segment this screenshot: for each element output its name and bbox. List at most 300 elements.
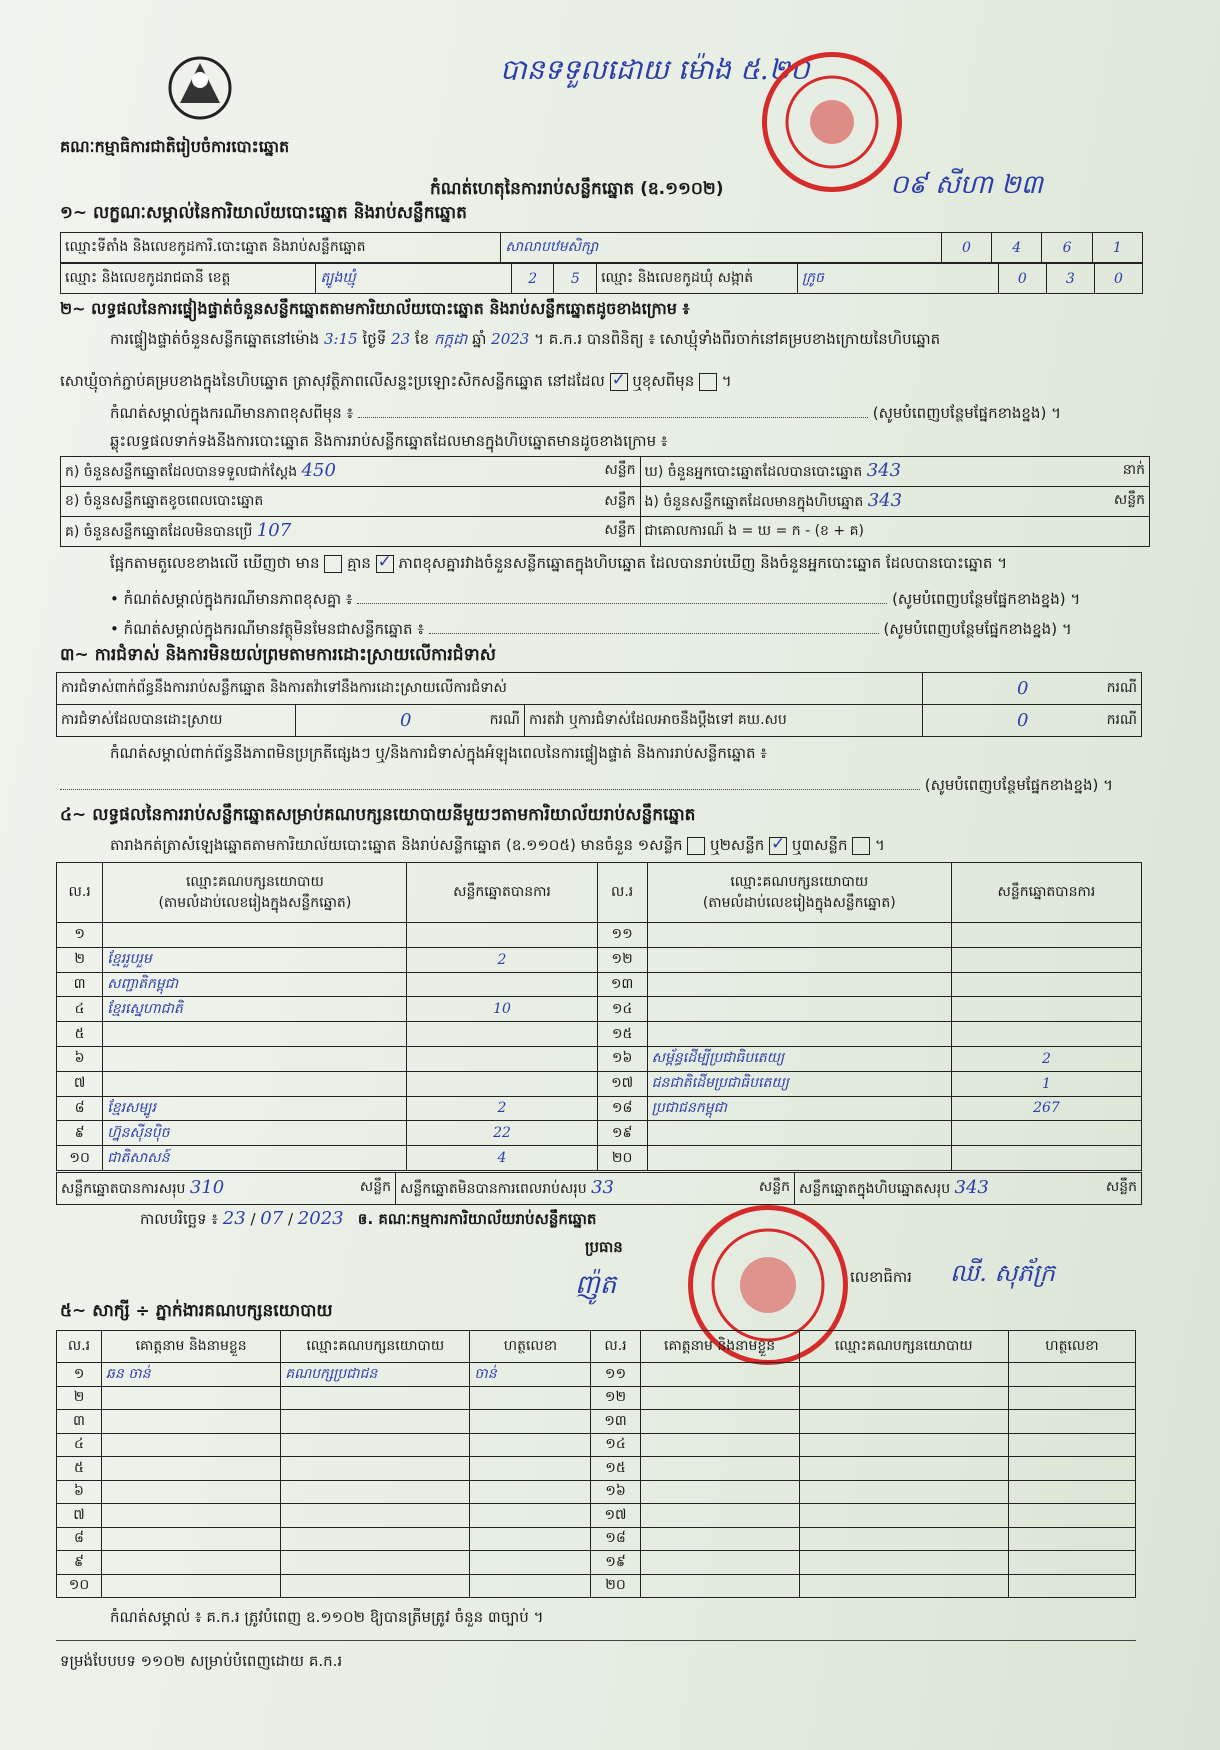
s5-no-r: ១៣	[591, 1410, 640, 1434]
table-row	[57, 1480, 1136, 1504]
s2-compare-text: ផ្អែកតាមតួលេខខាងលើ ឃើញថា មាន	[110, 554, 320, 572]
s3-row2-value2: 0	[1017, 710, 1029, 731]
s5-name-r[interactable]	[640, 1504, 799, 1528]
s2-bullet1: • កំណត់សម្គាល់ក្នុងករណីមានភាពខុសគ្នា ៖	[110, 590, 353, 608]
s1-row1-label: ឈ្មោះទីតាំង និងលេខកូដការិ.បោះឆ្នោត និងរាប់សន្លឹកឆ្នោត	[61, 233, 501, 263]
s4-no-r: ១៣	[597, 972, 647, 997]
emblem-icon	[155, 48, 245, 128]
s2-bullet1-line	[110, 590, 1150, 612]
table-row	[57, 1433, 1136, 1457]
s2-year: 2023	[491, 330, 530, 348]
s4-no-r: ១៧	[597, 1071, 647, 1096]
s5-no-l: ៩	[57, 1551, 102, 1575]
s4-no-l: ៦	[57, 1046, 103, 1071]
section2-title: ២~ លទ្ធផលនៃការផ្ទៀងផ្ទាត់ចំនួនសន្លឹកឆ្នោតតាមការិយាល័យបោះឆ្នោត និងរាប់សន្លឹកឆ្នោតដូចខាងក្រោម ៖	[60, 299, 690, 318]
s2-b-unit: សន្លឹក	[604, 493, 636, 509]
committee-name: គណៈកម្មាធិការជាតិរៀបចំការបោះឆ្នោត	[60, 137, 290, 156]
s4-party-r	[647, 1121, 951, 1146]
s4-votes-r	[951, 1146, 1141, 1171]
s5-sig-r[interactable]	[1008, 1504, 1135, 1528]
s4-total-valid-label: សន្លឹកឆ្នោតបានការសរុប	[61, 1181, 186, 1197]
s4-party-l: ខ្មែរស្នេហាជាតិ	[103, 997, 407, 1022]
s2-bullet1-fill[interactable]	[357, 603, 887, 604]
s4-total-box-unit: សន្លឹក	[1105, 1179, 1137, 1195]
s5-party-r[interactable]	[799, 1504, 1008, 1528]
s4-votes-l	[407, 1046, 597, 1071]
s4-votes-r	[951, 947, 1141, 972]
s4-party-r	[647, 1022, 951, 1047]
s4-votes-r	[951, 972, 1141, 997]
s5-sig-l	[470, 1457, 591, 1481]
s5-name-r[interactable]	[640, 1433, 799, 1457]
s5-no-l: ៤	[57, 1433, 102, 1457]
s4-votes-l: 4	[407, 1146, 597, 1171]
s4-votes-r	[951, 923, 1141, 948]
s5-sig-r[interactable]	[1008, 1410, 1135, 1434]
s4-votes-l: 2	[407, 947, 597, 972]
s5-sig-l: ចាន់	[470, 1363, 591, 1387]
s2-day: 23	[391, 330, 411, 348]
section4-title: ៤~ លទ្ធផលនៃការរាប់សន្លឹកឆ្នោតសម្រាប់គណបក្សនយោបាយនីមួយៗតាមការិយាល័យរាប់សន្លឹកឆ្នោត	[60, 805, 696, 825]
s4-no-l: ៧	[57, 1071, 103, 1096]
footer-text: ទម្រង់បែបបទ ១១០២ សម្រាប់បំពេញដោយ គ.ក.រ	[60, 1652, 343, 1670]
s2-line2: សោឃ្មុំចាក់ភ្ជាប់គម្របខាងក្នុងនៃហិបឆ្នោត ត្រាសុវត្ថិភាពលើសន្ទះប្រឡោះសិកសន្លឹកឆ្នោត នៅដដែល ✓ ឬខុសពីមុន ។	[60, 372, 1160, 394]
s4-votes-r	[951, 997, 1141, 1022]
s5-witness-body	[57, 1363, 1136, 1598]
s4-no-l: ៩	[57, 1121, 103, 1146]
same-checkbox[interactable]	[610, 373, 628, 391]
s4-no-r: ២០	[597, 1146, 647, 1171]
s2-formula: ជាគោលការណ៍ ង = ឃ = ក - (ខ + គ)	[640, 517, 1149, 547]
s5-party-l	[281, 1504, 470, 1528]
s4-votes-r: 2	[951, 1046, 1141, 1071]
s5-name-l: ឆន ចាន់	[102, 1363, 281, 1387]
s5-party-l: គណបក្សប្រជាជន	[281, 1363, 470, 1387]
s5-name-r[interactable]	[640, 1363, 799, 1387]
s5-no-r: ១៥	[591, 1457, 640, 1481]
s4-secretary-sig: ឈី. សុភ័ក្រ	[950, 1259, 1056, 1287]
one-sheet-checkbox[interactable]	[687, 837, 705, 855]
s5-sig-r[interactable]	[1008, 1386, 1135, 1410]
s2-results-intro: ឆ្លុះលទ្ធផលទាក់ទងនឹងការបោះឆ្នោត និងការរាប់សន្លឹកឆ្នោតដែលមានក្នុងហិបឆ្នោតមានដូចខាងក្រោម ៖	[110, 432, 668, 450]
s4-party-l	[103, 923, 407, 948]
table-row	[57, 1363, 1136, 1387]
s5-party-l	[281, 1527, 470, 1551]
s5-sig-l	[470, 1386, 591, 1410]
s4-no-r: ១៤	[597, 997, 647, 1022]
s5-sig-l	[470, 1527, 591, 1551]
s1-code-3: 6	[1042, 233, 1092, 263]
section1-table-row2	[60, 263, 1143, 294]
s4-h-no-l: ល.រ	[57, 863, 103, 923]
section3-title: ៣~ ការជំទាស់ និងការមិនយល់ព្រមតាមការដោះស្រាយលើការជំទាស់	[60, 645, 496, 665]
s4-votes-l	[407, 923, 597, 948]
s1-row2-label: ឈ្មោះ និងលេខកូដរាជធានី ខេត្ត	[61, 264, 316, 294]
s4-votes-l	[407, 1071, 597, 1096]
s4-intro-line: តារាងកត់ត្រាសំឡេងឆ្នោតតាមការិយាល័យបោះឆ្នោត និងរាប់សន្លឹកឆ្នោត (ឧ.១១០៥) មានចំនួន ១សន្លឹក ឬ២សន្លឹក ✓ ឬ៣សន្លឹក ។	[110, 836, 1150, 858]
section5-title: ៥~ សាក្សី ÷ ភ្នាក់ងារគណបក្សនយោបាយ	[60, 1301, 333, 1321]
s2-line1-a: ការផ្ទៀងផ្ទាត់ចំនួនសន្លឹកឆ្នោតនៅម៉ោង	[110, 330, 320, 348]
s2-a-value: 450	[301, 460, 336, 481]
s4-party-l: ជាតិសាសន៍	[103, 1146, 407, 1171]
table-row	[57, 1022, 1142, 1047]
s5-name-l	[102, 1527, 281, 1551]
s5-sig-r[interactable]	[1008, 1457, 1135, 1481]
s2-e-unit: សន្លឹក	[1113, 492, 1145, 508]
s5-party-r[interactable]	[799, 1363, 1008, 1387]
s5-footnote: កំណត់សម្គាល់ ៖ គ.ក.រ ត្រូវបំពេញ ឧ.១១០២ ឱ្យបានត្រឹមត្រូវ ចំនួន ៣ច្បាប់ ។	[110, 1608, 544, 1626]
s5-no-l: ១	[57, 1363, 102, 1387]
s3-note-fill[interactable]	[60, 789, 920, 790]
three-sheet-checkbox[interactable]	[852, 837, 870, 855]
s4-party-l	[103, 1022, 407, 1047]
s1-commune: ក្រូច	[797, 264, 998, 294]
s5-sig-r[interactable]	[1008, 1551, 1135, 1575]
s5-sig-l	[470, 1433, 591, 1457]
s5-party-r[interactable]	[799, 1480, 1008, 1504]
s1-code-4: 1	[1092, 233, 1142, 263]
s5-party-l	[281, 1480, 470, 1504]
s5-no-r: ១២	[591, 1386, 640, 1410]
s4-h-no-r: ល.រ	[597, 863, 647, 923]
s2-note-diff: កំណត់សម្គាល់ក្នុងករណីមានភាពខុសពីមុន ៖	[110, 404, 354, 422]
s5-name-l	[102, 1410, 281, 1434]
s2-results-table	[60, 456, 1150, 547]
s5-name-l	[102, 1551, 281, 1575]
s2-note-diff-fill[interactable]	[358, 417, 868, 418]
s3-row2-label: ការជំទាស់ដែលបានដោះស្រាយ	[57, 705, 296, 737]
s2-compare-none: គ្មាន	[347, 554, 371, 572]
s4-party-r: ជនជាតិដើមប្រជាធិបតេយ្យ	[647, 1071, 951, 1096]
s5-h-party-l: ឈ្មោះគណបក្សនយោបាយ	[281, 1331, 470, 1363]
s4-party-l: ខ្មែររួបរួម	[103, 947, 407, 972]
s4-votes-r	[951, 1022, 1141, 1047]
s4-party-r	[647, 1146, 951, 1171]
s4-chair-sig: ញ៉ូត	[575, 1270, 617, 1300]
s4-votes-r	[951, 1121, 1141, 1146]
s3-row2-mid: ការតវ៉ា ឬការជំទាស់ដែលអាចនឹងប្តឹងទៅ គឃ.សប	[525, 705, 923, 737]
s2-fill-more-2: (សូមបំពេញបន្ថែមផ្នែកខាងខ្នង) ។	[892, 590, 1081, 608]
s5-name-l	[102, 1386, 281, 1410]
different-checkbox[interactable]	[699, 373, 717, 391]
s1-prov-code-1: 2	[511, 264, 554, 294]
s2-month-label: ខែ	[414, 330, 430, 348]
s2-day-label: ថ្ងៃទី	[362, 330, 387, 348]
s4-no-r: ១៥	[597, 1022, 647, 1047]
s4-date-line: កាលបរិច្ឆេទ ៖ 23 / 07 / 2023 ឲ. គណៈកម្មការការិយាល័យរាប់សន្លឹកឆ្នោត	[140, 1208, 597, 1229]
s5-sig-r[interactable]	[1008, 1574, 1135, 1598]
s4-date-m: 07	[260, 1208, 284, 1229]
s4-or2: ឬ២សន្លឹក	[710, 836, 765, 854]
table-row	[57, 1574, 1136, 1598]
has-difference-checkbox[interactable]	[324, 555, 342, 573]
s5-h-name-r: គោត្តនាម និងនាមខ្លួន	[640, 1331, 799, 1363]
s5-sig-l	[470, 1551, 591, 1575]
s5-h-party-r: ឈ្មោះគណបក្សនយោបាយ	[799, 1331, 1008, 1363]
s3-note: កំណត់សម្គាល់ពាក់ព័ន្ធនឹងភាពមិនប្រក្រតីផ្សេងៗ ឬ/និងការជំទាស់ក្នុងអំឡុងពេលនៃការផ្ទៀងផ្ទាត់ និងការរាប់សន្លឹកឆ្នោត ៖	[110, 744, 767, 762]
official-stamp-top	[762, 52, 902, 192]
s3-row1-case: ករណី	[1106, 680, 1137, 696]
s4-total-invalid: 33	[591, 1177, 614, 1198]
table-row	[57, 1386, 1136, 1410]
s5-no-l: ២	[57, 1386, 102, 1410]
table-row	[57, 1410, 1136, 1434]
s4-no-r: ១៩	[597, 1121, 647, 1146]
table-row	[57, 972, 1142, 997]
table-row	[57, 947, 1142, 972]
s5-no-r: ១៦	[591, 1480, 640, 1504]
s5-party-r[interactable]	[799, 1433, 1008, 1457]
s4-h-votes-l: សន្លឹកឆ្នោតបានការ	[407, 863, 597, 923]
table-row	[57, 1046, 1142, 1071]
s2-bullet2-fill[interactable]	[429, 633, 879, 634]
s5-sig-l	[470, 1504, 591, 1528]
s5-h-sig-r: ហត្ថលេខា	[1008, 1331, 1135, 1363]
s1-row1-value: សាលាបឋមសិក្សា	[501, 233, 941, 263]
s2-c-unit: សន្លឹក	[604, 522, 636, 538]
table-row	[57, 923, 1142, 948]
s4-total-invalid-label: សន្លឹកឆ្នោតមិនបានការពេលរាប់សរុប	[400, 1181, 587, 1197]
s4-total-box-label: សន្លឹកឆ្នោតក្នុងហិបឆ្នោតសរុប	[799, 1181, 951, 1197]
s2-year-label: ឆ្នាំ	[472, 330, 487, 348]
s1-province: ត្បូងឃ្មុំ	[316, 264, 511, 294]
s4-no-l: ២	[57, 947, 103, 972]
s3-row2-case2: ករណី	[1106, 712, 1137, 728]
s5-no-r: ១១	[591, 1363, 640, 1387]
s2-fill-more-3: (សូមបំពេញបន្ថែមផ្នែកខាងខ្នង) ។	[883, 620, 1072, 638]
s5-name-l	[102, 1480, 281, 1504]
s4-votes-l: 10	[407, 997, 597, 1022]
s4-totals-table	[56, 1172, 1142, 1205]
s1-commune-label: ឈ្មោះ និងលេខកូដឃុំ សង្កាត់	[597, 264, 798, 294]
s1-prov-code-2: 5	[554, 264, 597, 294]
s4-party-l	[103, 1071, 407, 1096]
s2-line1-b: ។ គ.ក.រ បានពិនិត្យ ៖ សោឃ្មុំទាំងពីរចាក់នៅគម្របខាងក្រោយនៃហិបឆ្នោត	[534, 330, 941, 348]
s4-h-party-l: ឈ្មោះគណបក្សនយោបាយ	[185, 873, 324, 890]
table-row	[57, 1504, 1136, 1528]
s5-sig-r[interactable]	[1008, 1433, 1135, 1457]
s4-party-r: ប្រជាជនកម្ពុជា	[647, 1096, 951, 1121]
s4-no-r: ១៦	[597, 1046, 647, 1071]
s5-name-r[interactable]	[640, 1410, 799, 1434]
s4-votes-l	[407, 1022, 597, 1047]
s4-votes-l: 2	[407, 1096, 597, 1121]
s5-party-r[interactable]	[799, 1410, 1008, 1434]
s5-party-r[interactable]	[799, 1527, 1008, 1551]
s5-party-l	[281, 1410, 470, 1434]
s2-b-label: ខ) ចំនួនសន្លឹកឆ្នោតខូចពេលបោះឆ្នោត	[65, 493, 264, 509]
s5-name-r[interactable]	[640, 1386, 799, 1410]
s5-no-r: ១៨	[591, 1527, 640, 1551]
s4-date-d: 23	[222, 1208, 246, 1229]
s2-bullet2: • កំណត់សម្គាល់ក្នុងករណីមានវត្ថុមិនមែនជាសន្លឹកឆ្នោត ៖	[110, 620, 424, 638]
s1-code-1: 0	[941, 233, 991, 263]
s4-total-valid-unit: សន្លឹក	[359, 1179, 391, 1195]
s5-h-no-r: ល.រ	[591, 1331, 640, 1363]
s5-party-r[interactable]	[799, 1574, 1008, 1598]
s5-sig-l	[470, 1574, 591, 1598]
s4-party-r	[647, 947, 951, 972]
s4-votes-r: 1	[951, 1071, 1141, 1096]
s5-party-l	[281, 1386, 470, 1410]
s2-d-value: 343	[866, 460, 902, 481]
s1-com-code-2: 3	[1046, 264, 1094, 294]
s2-compare-rest: ភាពខុសគ្នារវាងចំនួនសន្លឹកឆ្នោតក្នុងហិបឆ្នោត ដែលបានរាប់ឃើញ និងចំនួនអ្នកបោះឆ្នោត ដែលបានបោះឆ្នោត ។	[398, 554, 1008, 572]
s4-secretary-label: លេខាធិការ	[850, 1268, 912, 1286]
s4-votes-l	[407, 972, 597, 997]
s4-votes-table	[56, 862, 1142, 1171]
s2-c-label: គ) ចំនួនសន្លឹកឆ្នោតដែលមិនបានប្រើ	[65, 524, 253, 540]
s4-total-invalid-unit: សន្លឹក	[758, 1179, 790, 1195]
received-note: បានទទួលដោយ ម៉ោង ៥.២០	[500, 53, 810, 86]
s5-no-r: ១៤	[591, 1433, 640, 1457]
section1-table	[60, 232, 1143, 263]
s4-votes-r: 267	[951, 1096, 1141, 1121]
s2-line1	[110, 330, 1150, 352]
s4-or3: ឬ៣សន្លឹក	[791, 836, 848, 854]
table-row	[57, 1527, 1136, 1551]
s2-month: កក្កដា	[433, 330, 468, 348]
s4-total-box: 343	[954, 1177, 989, 1198]
s4-party-l: ហ្វ៊ុនស៊ីនប៉ិច	[103, 1121, 407, 1146]
s2-note-diff-line	[110, 404, 1150, 426]
table-row	[57, 1071, 1142, 1096]
s5-sig-l	[470, 1410, 591, 1434]
s2-fill-more-1: (សូមបំពេញបន្ថែមផ្នែកខាងខ្នង) ។	[872, 404, 1061, 422]
s5-name-r[interactable]	[640, 1551, 799, 1575]
s4-no-l: ៥	[57, 1022, 103, 1047]
s5-sig-r[interactable]	[1008, 1480, 1135, 1504]
s3-row2-case: ករណី	[489, 712, 520, 728]
form-title: កំណត់ហេតុនៃការរាប់សន្លឹកឆ្នោត (ឧ.១១០២)	[430, 179, 724, 199]
s4-party-l: សញ្ជាតិកម្ពុជា	[103, 972, 407, 997]
s5-name-r[interactable]	[640, 1480, 799, 1504]
table-row	[57, 1096, 1142, 1121]
s1-com-code-1: 0	[998, 264, 1046, 294]
s3-row1-label: ការជំទាស់ពាក់ព័ន្ធនឹងការរាប់សន្លឹកឆ្នោត និងការតវ៉ាទៅនឹងការដោះស្រាយលើការជំទាស់	[57, 673, 923, 705]
s5-witness-table	[56, 1330, 1136, 1598]
s2-a-unit: សន្លឹក	[604, 462, 636, 478]
s5-no-l: ១០	[57, 1574, 102, 1598]
s5-h-name-l: គោត្តនាម និងនាមខ្លួន	[102, 1331, 281, 1363]
s5-no-l: ៨	[57, 1527, 102, 1551]
footer-rule	[56, 1640, 1136, 1641]
s5-sig-l	[470, 1480, 591, 1504]
s2-time: 3:15	[323, 330, 358, 348]
s5-no-r: ២០	[591, 1574, 640, 1598]
s4-party-l	[103, 1046, 407, 1071]
s4-votes-l: 22	[407, 1121, 597, 1146]
s4-no-l: ៨	[57, 1096, 103, 1121]
s3-row1-value: 0	[1017, 678, 1029, 699]
s5-name-r[interactable]	[640, 1527, 799, 1551]
s4-total-valid: 310	[189, 1177, 225, 1198]
s3-table	[56, 672, 1142, 737]
table-row	[57, 1146, 1142, 1171]
table-row	[57, 1551, 1136, 1575]
s5-no-r: ១៩	[591, 1551, 640, 1575]
s5-h-sig-l: ហត្ថលេខា	[470, 1331, 591, 1363]
two-sheet-checkbox[interactable]	[769, 837, 787, 855]
s4-chair-label: ប្រធាន	[585, 1238, 623, 1256]
s4-party-r	[647, 997, 951, 1022]
s5-no-l: ៦	[57, 1480, 102, 1504]
s2-a-label: ក) ចំនួនសន្លឹកឆ្នោតដែលបានទទួលជាក់ស្តែង	[65, 464, 298, 480]
s5-name-l	[102, 1574, 281, 1598]
s5-no-r: ១៧	[591, 1504, 640, 1528]
s4-no-r: ១២	[597, 947, 647, 972]
s4-h-votes-r: សន្លឹកឆ្នោតបានការ	[951, 863, 1141, 923]
s2-c-value: 107	[256, 520, 292, 541]
s5-party-r[interactable]	[799, 1386, 1008, 1410]
s5-name-r[interactable]	[640, 1457, 799, 1481]
table-row	[57, 1457, 1136, 1481]
s5-no-l: ៥	[57, 1457, 102, 1481]
s1-com-code-3: 0	[1094, 264, 1142, 294]
section1-title: ១~ លក្ខណៈសម្គាល់នៃការិយាល័យបោះឆ្នោត និងរាប់សន្លឹកឆ្នោត	[60, 203, 467, 223]
s5-h-no-l: ល.រ	[57, 1331, 102, 1363]
s5-party-r[interactable]	[799, 1551, 1008, 1575]
s5-no-l: ៣	[57, 1410, 102, 1434]
no-difference-checkbox[interactable]	[376, 555, 394, 573]
s4-h-party-sub-r: (តាមលំដាប់លេខរៀងក្នុងសន្លឹកឆ្នោត)	[702, 894, 896, 911]
s2-compare-line	[110, 554, 1150, 576]
s2-e-value: 343	[867, 490, 903, 511]
s5-party-l	[281, 1457, 470, 1481]
s2-d-label: ឃ) ចំនួនអ្នកបោះឆ្នោតដែលបានបោះឆ្នោត	[644, 464, 863, 480]
s4-intro: តារាងកត់ត្រាសំឡេងឆ្នោតតាមការិយាល័យបោះឆ្នោត និងរាប់សន្លឹកឆ្នោត (ឧ.១១០៥) មានចំនួន ១សន្លឹក	[110, 836, 683, 854]
s5-party-l	[281, 1574, 470, 1598]
s5-sig-r[interactable]	[1008, 1363, 1135, 1387]
s4-h-party-r: ឈ្មោះគណបក្សនយោបាយ	[730, 873, 869, 890]
s5-no-l: ៧	[57, 1504, 102, 1528]
table-row	[57, 997, 1142, 1022]
s4-party-l: ខ្មែរសម្បូរ	[103, 1096, 407, 1121]
s2-d-unit: នាក់	[1122, 462, 1145, 478]
s4-no-l: ១	[57, 923, 103, 948]
s5-party-r[interactable]	[799, 1457, 1008, 1481]
s5-party-l	[281, 1551, 470, 1575]
s4-party-r	[647, 923, 951, 948]
s5-name-r[interactable]	[640, 1574, 799, 1598]
s4-date-y: 2023	[297, 1208, 344, 1229]
s4-votes-body	[57, 923, 1142, 1171]
s4-no-l: ១០	[57, 1146, 103, 1171]
s4-no-r: ១៨	[597, 1096, 647, 1121]
s4-date-label: កាលបរិច្ឆេទ ៖	[140, 1210, 219, 1228]
s4-committee: ឲ. គណៈកម្មការការិយាល័យរាប់សន្លឹកឆ្នោត	[357, 1210, 597, 1228]
s2-line2-text: សោឃ្មុំចាក់ភ្ជាប់គម្របខាងក្នុងនៃហិបឆ្នោត ត្រាសុវត្ថិភាពលើសន្ទះប្រឡោះសិកសន្លឹកឆ្នោត នៅដដែល	[60, 372, 605, 390]
s3-fill-more: (សូមបំពេញបន្ថែមផ្នែកខាងខ្នង) ។	[924, 776, 1114, 794]
s5-name-l	[102, 1457, 281, 1481]
s5-sig-r[interactable]	[1008, 1527, 1135, 1551]
table-row	[57, 1121, 1142, 1146]
s4-no-l: ៤	[57, 997, 103, 1022]
s5-name-l	[102, 1433, 281, 1457]
s4-party-r: សម្ព័ន្ធដើម្បីប្រជាធិបតេយ្យ	[647, 1046, 951, 1071]
s4-no-r: ១១	[597, 923, 647, 948]
s5-name-l	[102, 1504, 281, 1528]
s4-party-r	[647, 972, 951, 997]
s5-party-l	[281, 1433, 470, 1457]
s3-row2-value: 0	[400, 710, 412, 731]
s2-e-label: ង) ចំនួនសន្លឹកឆ្នោតដែលមានក្នុងហិបឆ្នោត	[644, 494, 864, 510]
received-date: ០៩ សីហា ២៣	[890, 170, 1044, 200]
s2-line2-or: ឬខុសពីមុន	[632, 372, 695, 390]
s2-bullet2-line	[110, 620, 1150, 642]
s3-note-fill-line	[60, 776, 1160, 798]
s1-code-2: 4	[992, 233, 1042, 263]
